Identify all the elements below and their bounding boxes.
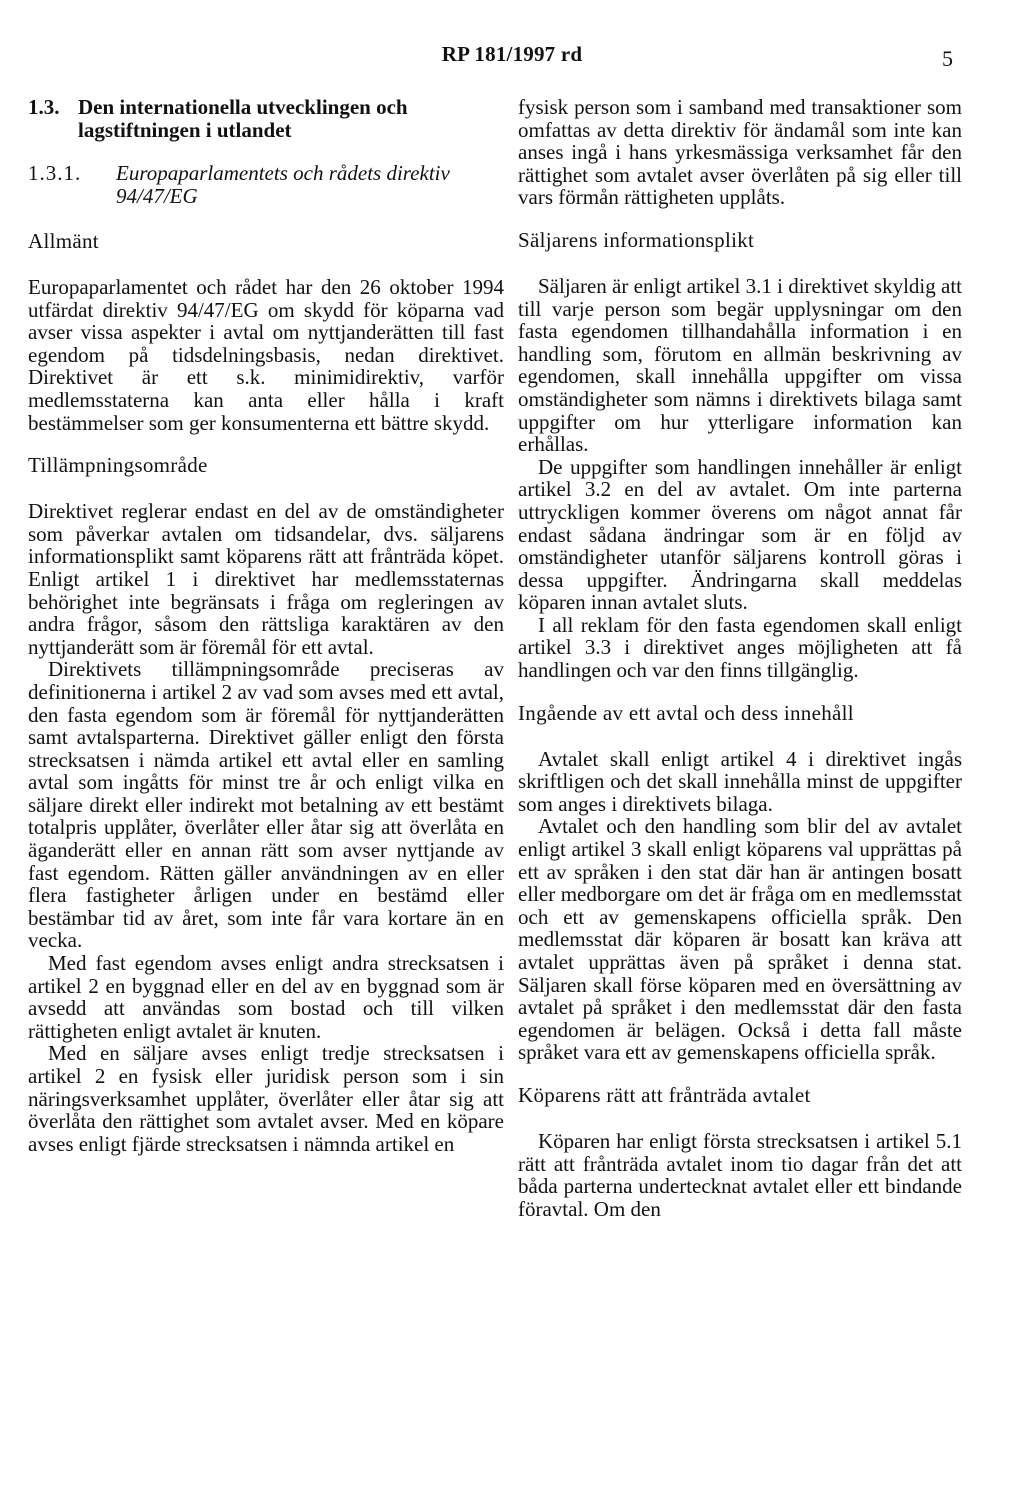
paragraph: Säljaren är enligt artikel 3.1 i direktivet skyldig att till varje person som begär upplysningar om den fasta egendomen tillhandahålla information i en handling som, förutom en allmän beskrivning av egendomen, skall innehålla uppgifter om vissa omständigheter som nämns i direktivets bilaga samt uppgifter om hur ytterligare information kan erhållas.: [518, 273, 962, 457]
heading-saljarens-informationsplikt: Säljarens informationsplikt: [518, 227, 755, 252]
section-heading: [28, 96, 504, 142]
left-column: [28, 96, 504, 1155]
page-number: 5: [942, 46, 953, 71]
paragraph: De uppgifter som handlingen innehåller är enligt artikel 3.2 en del av avtalet. Om inte parterna uttryckligen kommer överens om något annat får endast sådana ändringar som är en följd av omständigheter utanför säljarens kontroll göras i dessa uppgifter. Ändringarna skall meddelas köparen innan avtalet sluts.: [518, 454, 962, 615]
paragraph: Avtalet skall enligt artikel 4 i direktivet ingås skriftligen och det skall innehålla minst de uppgifter som anges i direktivets bilaga.: [518, 746, 962, 816]
right-column: [518, 96, 962, 1220]
heading-allmant: Allmänt: [28, 229, 99, 253]
paragraph: Avtalet och den handling som blir del av avtalet enligt artikel 3 skall enligt köparens val upprättas på ett av språken i den stat där han är antingen bosatt eller medborgare om det är fråga om en medlemsstat och ett av gemenskapens officiella språk. Den medlemsstat där köparen är bosatt kan kräva att avtalet upprättas även på språket i denna stat. Säljaren skall förse köparen med en översättning av avtalet på språket i den medlemsstat där den fasta egendomen är belägen. Också i detta fall måste språket vara ett av gemenskapens officiella språk.: [518, 814, 962, 1065]
heading-koparens-ratt: Köparens rätt att frånträda avtalet: [518, 1082, 811, 1107]
paragraph: fysisk person som i samband med transaktioner som omfattas av detta direktiv för ändamål som inte kan anses ingå i hans yrkesmässiga verksamhet får den rättighet som avtalet avser överlåten på sig eller till vars förmån rättigheten upplåts.: [518, 95, 962, 210]
paragraph: Direktivet reglerar endast en del av de omständigheter som påverkar avtalen om tidsandelar, dvs. säljarens informationsplikt samt köparens rätt att frånträda köpet. Enligt artikel 1 i direktivet har medlemsstaternas behörighet inte begränsats i fråga om regleringen av andra frågor, såsom den rättsliga karaktären av den nyttjanderätt som är föremål för ett avtal.: [28, 499, 504, 659]
running-head: RP 181/1997 rd: [441, 42, 583, 66]
paragraph: Direktivets tillämpningsområde preciseras av definitionerna i artikel 2 av vad som avses med ett avtal, den fasta egendom som är föremål för nyttjanderätten samt avtalsparterna. Direktivet gäller enligt den första strecksatsen i nämda artikel ett avtal eller en samling avtal som ingåtts för minst tre år och enligt vilka en säljare direkt eller indirekt mot betalning av ett bestämt totalpris upplåter, överlåter eller åtar sig att överlåta en äganderätt eller en annan rätt som avser nyttjande av fast egendom. Rätten gäller användningen av en eller flera fastigheter årligen under en bestämd eller bestämbar tid av året, som inte får vara kortare än en vecka.: [28, 657, 504, 953]
paragraph: Köparen har enligt första strecksatsen i artikel 5.1 rätt att frånträda avtalet inom tio dagar från det att båda parterna undertecknat avtalet eller ett bindande föravtal. Om den: [518, 1128, 962, 1221]
heading-ingaende-av-avtal: Ingående av ett avtal och dess innehåll: [518, 700, 854, 725]
subsection-title: Europaparlamentets och rådets direktiv 94/47/EG: [116, 161, 450, 208]
paragraph: Med fast egendom avses enligt andra strecksatsen i artikel 2 en byggnad eller en del av en byggnad som är avsedd att användas som bostad och till vilken rättigheten enligt avtalet är knuten.: [28, 951, 504, 1043]
subsection-number: 1.3.1.: [28, 161, 82, 185]
paragraph: I all reklam för den fasta egendomen skall enligt artikel 3.3 i direktivet anges möjligheten att få handlingen och var den finns tillgänglig.: [518, 612, 962, 683]
heading-tillampningsomrade: Tillämpningsområde: [28, 453, 208, 478]
subsection-heading: [28, 162, 504, 208]
section-number: 1.3.: [28, 95, 60, 119]
paragraph: Med en säljare avses enligt tredje strecksatsen i artikel 2 en fysisk eller juridisk person som i sin näringsverksamhet upplåter, överlåter eller åtar sig att överlåta den rättighet som avtalet avser. Med en köpare avses enligt fjärde strecksatsen i nämnda artikel en: [28, 1041, 504, 1156]
paragraph: Europaparlamentet och rådet har den 26 oktober 1994 utfärdat direktiv 94/47/EG om skydd för köparna vad avser vissa aspekter i avtal om nyttjanderätten till fast egendom på tidsdelningsbasis, nedan direktivet. Direktivet är ett s.k. minimidirektiv, varför medlemsstaterna kan anta eller hålla i kraft bestämmelser som ger konsumenterna ett bättre skydd.: [28, 275, 504, 435]
section-title: Den internationella utvecklingen och lagstiftningen i utlandet: [78, 95, 408, 142]
